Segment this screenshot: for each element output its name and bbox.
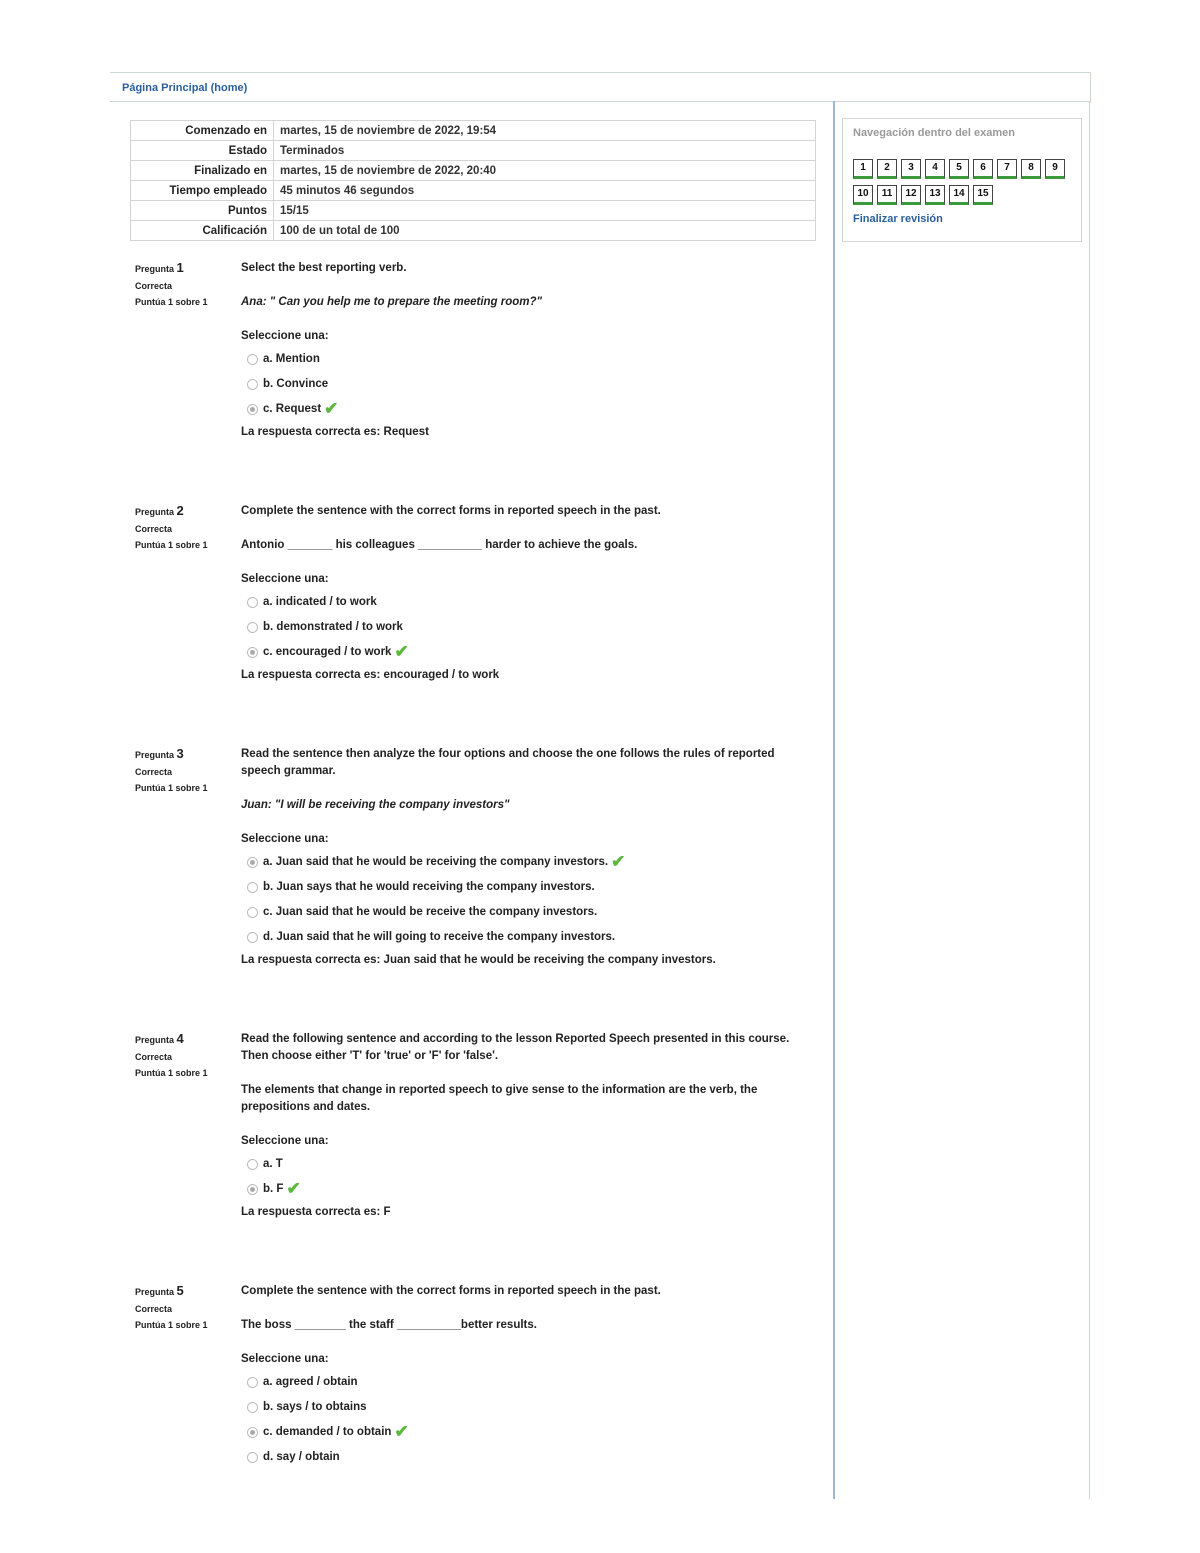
radio-button[interactable] (247, 622, 258, 633)
answer-option[interactable] (241, 877, 811, 902)
summary-value: 100 de un total de 100 (274, 221, 816, 241)
nav-question-button[interactable]: 11 (877, 185, 897, 205)
option-label: d. say / obtain (263, 1451, 340, 1463)
question-info (135, 503, 235, 550)
summary-key: Estado (131, 141, 274, 161)
select-one-label: Seleccione una: (241, 833, 329, 845)
question-label: Pregunta (135, 264, 175, 274)
summary-key: Tiempo empleado (131, 181, 274, 201)
question-extra: Ana: " Can you help me to prepare the meeting room?" (241, 296, 542, 308)
radio-button[interactable] (247, 932, 258, 943)
correct-check-icon: ✔ (324, 398, 339, 418)
answer-option[interactable] (241, 1154, 811, 1179)
summary-row (131, 221, 816, 241)
option-label: a. agreed / obtain (263, 1376, 358, 1388)
question-info (135, 746, 235, 793)
option-label: a. Mention (263, 353, 320, 365)
option-label: a. T (263, 1158, 283, 1170)
question-number: 3 (176, 746, 184, 761)
attempt-summary-table (130, 120, 816, 241)
content-divider (833, 101, 835, 1499)
summary-row (131, 121, 816, 141)
nav-question-button[interactable]: 14 (949, 185, 969, 205)
summary-key: Finalizado en (131, 161, 274, 181)
question-content (241, 503, 811, 701)
question-content (241, 1283, 811, 1472)
radio-button[interactable] (247, 1159, 258, 1170)
page-right-border (1089, 101, 1090, 1499)
question-info (135, 1031, 235, 1078)
radio-button[interactable] (247, 379, 258, 390)
radio-button[interactable] (247, 404, 258, 415)
nav-question-button[interactable]: 6 (973, 159, 993, 179)
question-label: Pregunta (135, 1287, 175, 1297)
question-content (241, 260, 811, 458)
question-number: 4 (176, 1031, 184, 1046)
question-points: Puntúa 1 sobre 1 (135, 540, 208, 550)
correct-check-icon: ✔ (394, 641, 409, 661)
correct-check-icon: ✔ (611, 851, 626, 871)
option-label: a. indicated / to work (263, 596, 377, 608)
option-label: c. demanded / to obtain (263, 1426, 392, 1438)
select-one-label: Seleccione una: (241, 1353, 329, 1365)
summary-row (131, 201, 816, 221)
radio-button[interactable] (247, 857, 258, 868)
nav-question-button[interactable]: 4 (925, 159, 945, 179)
question-extra: Juan: "I will be receiving the company investors" (241, 799, 510, 811)
correct-answer-text: La respuesta correcta es: Juan said that he would be receiving the company investors. (241, 954, 716, 966)
option-label: c. Request (263, 403, 322, 415)
question-status: Correcta (135, 1304, 173, 1314)
question-number: 2 (176, 503, 184, 518)
correct-check-icon: ✔ (286, 1178, 301, 1198)
question-label: Pregunta (135, 1035, 175, 1045)
header-divider (110, 101, 1090, 102)
answer-option[interactable] (241, 617, 811, 642)
nav-question-button[interactable]: 8 (1021, 159, 1041, 179)
question-prompt: Complete the sentence with the correct forms in reported speech in the past. (241, 505, 661, 517)
radio-button[interactable] (247, 1427, 258, 1438)
question-info (135, 260, 235, 307)
nav-question-button[interactable]: 1 (853, 159, 873, 179)
answer-option[interactable] (241, 1179, 811, 1204)
nav-question-button[interactable]: 7 (997, 159, 1017, 179)
summary-row (131, 181, 816, 201)
quiz-navigation-block (842, 118, 1082, 242)
answer-option[interactable] (241, 852, 811, 877)
nav-question-button[interactable]: 2 (877, 159, 897, 179)
radio-button[interactable] (247, 1402, 258, 1413)
correct-answer-text: La respuesta correcta es: F (241, 1206, 391, 1218)
answer-option[interactable] (241, 1397, 811, 1422)
question-status: Correcta (135, 1052, 173, 1062)
summary-row (131, 161, 816, 181)
radio-button[interactable] (247, 882, 258, 893)
question-points: Puntúa 1 sobre 1 (135, 1068, 208, 1078)
radio-button[interactable] (247, 597, 258, 608)
answer-option[interactable] (241, 592, 811, 617)
radio-button[interactable] (247, 1377, 258, 1388)
question-content (241, 1031, 811, 1238)
answer-option[interactable] (241, 902, 811, 927)
select-one-label: Seleccione una: (241, 330, 329, 342)
quiz-navigation-buttons (853, 159, 1078, 211)
radio-button[interactable] (247, 1184, 258, 1195)
nav-question-button[interactable]: 12 (901, 185, 921, 205)
question-extra: The elements that change in reported speech to give sense to the information are the verb, the prepositions and dates. (241, 1084, 758, 1113)
question-points: Puntúa 1 sobre 1 (135, 297, 208, 307)
radio-button[interactable] (247, 907, 258, 918)
quiz-navigation-title: Navegación dentro del examen (853, 127, 1015, 139)
question-label: Pregunta (135, 750, 175, 760)
summary-value: martes, 15 de noviembre de 2022, 19:54 (274, 121, 816, 141)
summary-row (131, 141, 816, 161)
select-one-label: Seleccione una: (241, 573, 329, 585)
radio-button[interactable] (247, 1452, 258, 1463)
question-content (241, 746, 811, 986)
breadcrumb-home-link[interactable]: Página Principal (home) (122, 82, 248, 94)
question-points: Puntúa 1 sobre 1 (135, 1320, 208, 1330)
nav-question-button[interactable]: 13 (925, 185, 945, 205)
question-status: Correcta (135, 767, 173, 777)
answer-option[interactable] (241, 642, 811, 667)
summary-value: 45 minutos 46 segundos (274, 181, 816, 201)
question-prompt: Select the best reporting verb. (241, 262, 407, 274)
header-frame (110, 72, 1091, 103)
option-label: b. says / to obtains (263, 1401, 367, 1413)
radio-button[interactable] (247, 647, 258, 658)
question-prompt: Complete the sentence with the correct forms in reported speech in the past. (241, 1285, 661, 1297)
answer-option[interactable] (241, 1447, 811, 1472)
correct-answer-text: La respuesta correcta es: encouraged / to work (241, 669, 500, 681)
summary-value: 15/15 (274, 201, 816, 221)
question-number: 1 (176, 260, 184, 275)
option-label: b. Juan says that he would receiving the company investors. (263, 881, 595, 893)
option-label: b. Convince (263, 378, 329, 390)
summary-value: Terminados (274, 141, 816, 161)
answer-option[interactable] (241, 927, 811, 952)
option-label: c. encouraged / to work (263, 646, 392, 658)
question-points: Puntúa 1 sobre 1 (135, 783, 208, 793)
answer-option[interactable] (241, 349, 811, 374)
option-label: d. Juan said that he will going to receive the company investors. (263, 931, 616, 943)
answer-option[interactable] (241, 399, 811, 424)
nav-question-button[interactable]: 10 (853, 185, 873, 205)
question-extra: The boss ________ the staff __________better results. (241, 1319, 537, 1331)
question-info (135, 1283, 235, 1330)
question-status: Correcta (135, 281, 173, 291)
question-prompt: Read the sentence then analyze the four options and choose the one follows the rules of reported speech grammar. (241, 748, 775, 777)
summary-value: martes, 15 de noviembre de 2022, 20:40 (274, 161, 816, 181)
summary-key: Calificación (131, 221, 274, 241)
option-label: c. Juan said that he would be receive the company investors. (263, 906, 598, 918)
answer-option[interactable] (241, 374, 811, 399)
answer-option[interactable] (241, 1372, 811, 1397)
summary-key: Comenzado en (131, 121, 274, 141)
question-number: 5 (176, 1283, 184, 1298)
nav-question-button[interactable]: 9 (1045, 159, 1065, 179)
question-label: Pregunta (135, 507, 175, 517)
correct-answer-text: La respuesta correcta es: Request (241, 426, 429, 438)
option-label: b. F (263, 1183, 284, 1195)
question-extra: Antonio _______ his colleagues __________ harder to achieve the goals. (241, 539, 638, 551)
option-label: a. Juan said that he would be receiving the company investors. (263, 856, 609, 868)
question-status: Correcta (135, 524, 173, 534)
correct-check-icon: ✔ (394, 1421, 409, 1441)
radio-button[interactable] (247, 354, 258, 365)
answer-option[interactable] (241, 1422, 811, 1447)
question-prompt: Read the following sentence and according to the lesson Reported Speech presented in this course. Then choose either 'T' for 'true' or 'F' for 'false'. (241, 1033, 790, 1062)
summary-key: Puntos (131, 201, 274, 221)
finish-review-link[interactable]: Finalizar revisión (853, 213, 943, 225)
nav-question-button[interactable]: 5 (949, 159, 969, 179)
nav-question-button[interactable]: 3 (901, 159, 921, 179)
select-one-label: Seleccione una: (241, 1135, 329, 1147)
nav-question-button[interactable]: 15 (973, 185, 993, 205)
option-label: b. demonstrated / to work (263, 621, 403, 633)
